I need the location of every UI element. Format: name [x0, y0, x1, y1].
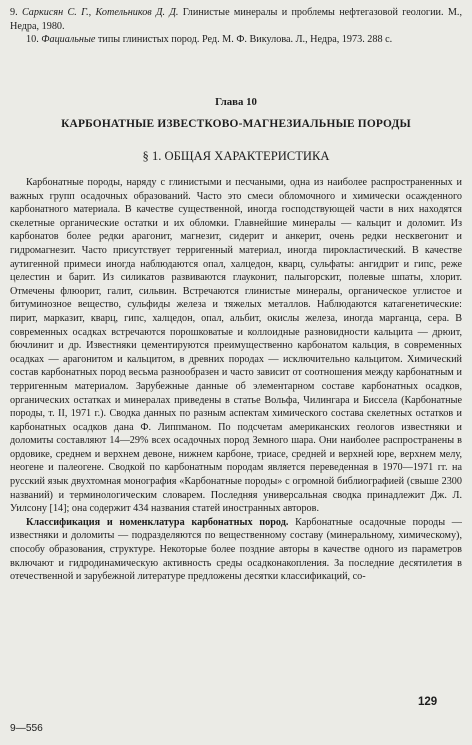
page-number: 129 — [418, 696, 438, 708]
reference-text: типы глинистых пород. Ред. М. Ф. Викулова. Л., Недра, 1973. 288 с. — [97, 34, 393, 46]
reference-text: Глинистые минералы и проблемы нефтегазовой геологии. М., Недра, 1980. — [10, 7, 462, 32]
body-text — [10, 176, 462, 584]
reference-list — [10, 6, 462, 47]
reference-authors: Фациальные — [41, 34, 96, 46]
paragraph-text: Карбонатные осадочные породы — известняки и доломиты — подразделяются по вещественному составу (минеральному, химическому), способу образования, структуре. Некоторые более поздние авторы в качестве одного из параметров включают и гидродинамическую активность среды осадконакопления. За последние десятилетия в отечественной и зарубежной литературе предложены десятки классификаций, со- — [10, 516, 462, 583]
chapter-title: КАРБОНАТНЫЕ ИЗВЕСТКОВО-МАГНЕЗИАЛЬНЫЕ ПОРОДЫ — [61, 118, 411, 130]
reference-number: 9. — [10, 7, 18, 18]
section-heading: § 1. ОБЩАЯ ХАРАКТЕРИСТИКА — [142, 149, 330, 163]
reference-item — [10, 33, 462, 47]
signature-mark: 9—556 — [10, 723, 43, 734]
paragraph: Карбонатные породы, наряду с глинистыми и песчаными, одна из наиболее распространенных и важных групп осадочных образований. Часто это смеси обломочного и химически осажденного карбонатного материала. В качестве существенной, иногда господствующей части в них находятся скелетные органические остатки и их обломки. Главнейшие минералы — кальцит и доломит. Из карбонатов более редки арагонит, магнезит, сидерит и анкерит, очень редки несквегонит и гидромагнезит. Часто присутствует терригенный материал, иногда пирокластический. В качестве аутигенной примеси иногда наблюдаются опал, халцедон, кварц, сульфаты: ангидрит и гипс, реже целестин и барит. Из силикатов развиваются глауконит, палыгорскит, полевые шпаты, хлорит. Отмечены флюорит, галит, сильвин. Встречаются глинистые минералы, органическое углистое и битуминозное вещество, сульфиды железа и тяжелых металлов. Наблюдаются катагенетические: пирит, марказит, кварц, гипс, халцедон, опал, альбит, окислы железа, иногда марганца, сера. В современных осадках встречаются порошковатые и коллоидные разновидности кальцита — дрюит, бючлинит и др. Известняки цементируются преимущественно карбонатом кальция, в современных осадках — арагонитом и кальцитом, в древних породах — исключительно кальцитом. Химический состав карбонатных пород весьма разнообразен и часто зависит от соотношения между карбонатным и терригенным материалом. Зарубежные данные об элементарном составе карбонатных осадков, органических остатках и минералах приведены в статье Вольфа, Чилингара и Биссела (Карбонатные породы, т. II, 1971 г.). Сводка данных по разным аспектам химического состава скелетных остатков и карбонатных осадков дана Ф. Липпманом. По подсчетам американских геологов известняки и доломиты составляют 14—29% всех осадочных пород Земного шара. Они наиболее распространены в ордовике, среднем и верхнем девоне, нижнем карбоне, триасе, средней и верхней юре, верхнем мелу, неогене и палеогене. Сводкой по карбонатным породам является переведенная в 1970—1971 гг. на русский язык двухтомная монография «Карбонатные породы» с огромной библиографией (свыше 2300 названий) и терминологическим словарем. Последняя универсальная сводка принадлежит Дж. Л. Уилсону [14]; она содержит 434 названия статей иностранных авторов. — [10, 177, 462, 515]
reference-authors: Саркисян С. Г., Котельников Д. Д. — [21, 7, 179, 18]
paragraph-heading: Классификация и номенклатура карбонатных пород. — [26, 516, 289, 528]
paragraph — [10, 516, 462, 584]
chapter-label: Глава 10 — [215, 96, 257, 108]
reference-number: 10. — [26, 34, 39, 46]
reference-item — [10, 6, 462, 33]
